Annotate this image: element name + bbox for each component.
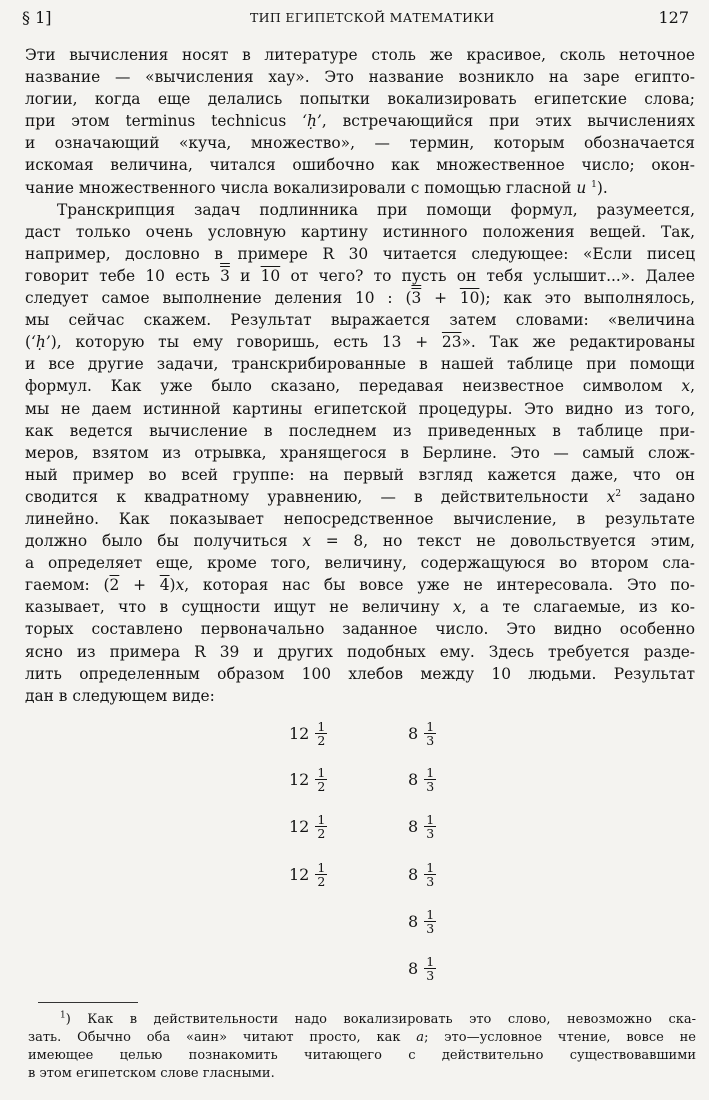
math-variable: x: [452, 598, 462, 617]
denominator: 3: [426, 826, 435, 841]
denominator: 2: [317, 826, 326, 841]
hieroglyph-transliteration: ‘ḥ’: [302, 112, 322, 131]
mixed-number: [408, 720, 436, 747]
fraction: [424, 813, 436, 840]
footnote: [28, 1011, 696, 1083]
mixed-number: [289, 766, 327, 793]
exponent: 2: [615, 488, 622, 499]
footnote-ref[interactable]: 1: [591, 179, 597, 190]
text-line: и означающий «куча, множество», — термин, которым обозначается: [25, 134, 695, 153]
text-fragment: формул. Как уже было сказано, передавая неизвестное символом: [25, 377, 682, 396]
hieroglyph-transliteration: ‘ḥ’: [31, 333, 51, 352]
text-line: Транскрипция задач подлинника при помощи формул, разумеется,: [57, 200, 695, 219]
text-line: как ведется вычисление в последнем из приведенных в таблице при-: [25, 421, 695, 440]
text-line: [25, 265, 695, 287]
text-line: [25, 596, 695, 618]
text-fragment: ).: [596, 178, 608, 197]
text-fragment: ,: [690, 377, 695, 396]
denominator: 2: [317, 733, 326, 748]
mixed-number: [408, 908, 436, 935]
text-line: меров, взятом из отрывка, хранящегося в Берлине. Это — самый слож-: [25, 443, 695, 462]
egyptian-fraction: 3: [411, 289, 422, 308]
text-line: и все другие задачи, транскрибированные в нашей таблице при помощи: [25, 355, 695, 374]
numerator: 1: [317, 765, 326, 780]
text-fragment: говорит тебе 10 есть: [25, 266, 221, 285]
whole-part: 12: [289, 865, 310, 884]
fraction: [424, 955, 436, 982]
text-line: [25, 530, 695, 552]
fraction: [315, 766, 327, 793]
mixed-number: [408, 861, 436, 888]
page-number: 127: [658, 8, 689, 27]
denominator: 2: [317, 874, 326, 889]
text-fragment: , встречающийся при этих вычислениях: [321, 112, 695, 131]
text-line: [25, 331, 695, 353]
text-line: линейно. Как показывает непосредственное вычисление, в результате: [25, 509, 695, 528]
text-fragment: и: [229, 266, 261, 285]
fraction: [424, 908, 436, 935]
mixed-number: [289, 813, 327, 840]
running-title: ТИП ЕГИПЕТСКОЙ МАТЕМАТИКИ: [250, 10, 495, 25]
footnote-line: имеющее целью познакомить читающего с действительно существовавшими: [28, 1048, 696, 1063]
text-fragment: +: [421, 289, 460, 308]
whole-part: 8: [408, 959, 419, 978]
fraction: [315, 861, 327, 888]
numerator: 1: [426, 719, 435, 734]
text-fragment: должно было бы получиться: [25, 532, 303, 551]
fraction: [424, 766, 436, 793]
math-variable: x: [606, 487, 616, 506]
text-fragment: ); как это выполнялось,: [479, 289, 696, 308]
text-fragment: задано: [621, 487, 696, 506]
whole-part: 12: [289, 817, 310, 836]
text-line: [25, 110, 695, 132]
text-line: Эти вычисления носят в литературе столь же красивое, сколь неточное: [25, 46, 695, 64]
numerator: 1: [317, 719, 326, 734]
numerator: 1: [317, 860, 326, 875]
footnote-line: [28, 1011, 696, 1029]
fraction: [315, 813, 327, 840]
math-variable: x: [681, 377, 691, 396]
denominator: 3: [426, 921, 435, 936]
text-line: [25, 177, 695, 199]
mixed-number: [289, 861, 327, 888]
fraction: [424, 861, 436, 888]
text-fragment: чание множественного числа вокализировали с помощью гласной: [25, 178, 577, 197]
text-fragment: следует самое выполнение деления 10 : (: [25, 289, 412, 308]
text-fragment: казывает, что в сущности ищут не величину: [25, 598, 453, 617]
result-table: [0, 720, 709, 1000]
mixed-number: [408, 813, 436, 840]
whole-part: 8: [408, 770, 419, 789]
text-line: логии, когда еще делались попытки вокализировать египетские слова;: [25, 90, 695, 109]
math-variable: u: [576, 178, 587, 197]
numerator: 1: [317, 812, 326, 827]
text-fragment: ): [65, 1012, 71, 1027]
text-fragment: = 8, но текст не довольствуется этим,: [311, 532, 696, 551]
numerator: 1: [426, 954, 435, 969]
numerator: 1: [426, 860, 435, 875]
text-line: название — «вычисления хау». Это название возникло на заре египто-: [25, 68, 695, 87]
whole-part: 8: [408, 724, 419, 743]
whole-part: 12: [289, 724, 310, 743]
text-fragment: , а те слагаемые, из ко-: [461, 598, 695, 617]
math-variable: a: [416, 1030, 425, 1045]
text-line: лить определенным образом 100 хлебов между 10 людьми. Результат: [25, 664, 695, 683]
whole-part: 12: [289, 770, 310, 789]
text-line: дан в следующем виде:: [25, 686, 215, 705]
mixed-number: [408, 955, 436, 982]
denominator: 3: [426, 779, 435, 794]
egyptian-fraction: 4: [159, 576, 170, 595]
footnote-marker: 1: [60, 1010, 66, 1021]
text-line: а определяет еще, кроме того, величину, содержащуюся во втором сла-: [25, 554, 695, 573]
whole-part: 8: [408, 817, 419, 836]
text-line: искомая величина, читался ошибочно как множественное число; окон-: [25, 156, 695, 175]
text-line: мы сейчас скажем. Результат выражается затем словами: «величина: [25, 311, 695, 330]
main-text: [25, 44, 695, 707]
numerator: 1: [426, 765, 435, 780]
egyptian-fraction: 10: [260, 266, 281, 285]
egyptian-fraction: 2: [109, 576, 120, 595]
text-line: [25, 486, 695, 508]
text-fragment: при этом terminus technicus: [25, 112, 303, 131]
denominator: 3: [426, 968, 435, 983]
text-fragment: (: [25, 333, 32, 352]
math-variable: x: [302, 532, 311, 551]
text-fragment: сводится к квадратному уравнению, — в действительности: [25, 487, 607, 506]
text-fragment: ), которую ты ему говоришь, есть 13 +: [50, 333, 442, 352]
text-line: [25, 287, 695, 309]
fraction: [315, 720, 327, 747]
section-marker: § 1]: [22, 8, 52, 27]
text-fragment: ; это—условное чтение, вовсе не: [424, 1030, 696, 1045]
text-fragment: гаемом: (: [25, 576, 110, 595]
whole-part: 8: [408, 865, 419, 884]
egyptian-fraction: 10: [459, 289, 480, 308]
numerator: 1: [426, 812, 435, 827]
text-fragment: зать. Обычно оба «аин» читают просто, как: [28, 1030, 417, 1045]
numerator: 1: [426, 907, 435, 922]
text-fragment: от чего? то пусть он тебя услышит...». Далее: [280, 266, 696, 285]
text-line: например, дословно в примере R 30 читается следующее: «Если писец: [25, 244, 695, 263]
text-fragment: , которая нас бы вовсе уже не интересовала. Это по-: [184, 576, 695, 595]
footnote-line: [28, 1029, 696, 1047]
text-line: [25, 375, 695, 397]
text-line: торых составлено первоначально заданное число. Это видно особенно: [25, 620, 695, 639]
text-line: даст только очень условную картину истинного положения вещей. Так,: [25, 222, 695, 241]
fraction: [424, 720, 436, 747]
denominator: 3: [426, 733, 435, 748]
math-variable: x: [175, 576, 185, 595]
mixed-number: [408, 766, 436, 793]
footnote-divider: [38, 1002, 138, 1003]
text-fragment: ». Так же редактированы: [461, 333, 695, 352]
text-fragment: +: [119, 576, 160, 595]
mixed-number: [289, 720, 327, 747]
text-fragment: ): [169, 576, 176, 595]
text-line: ный пример во всей группе: на первый взгляд кажется даже, что он: [25, 465, 695, 484]
egyptian-fraction: 3: [220, 266, 230, 285]
denominator: 3: [426, 874, 435, 889]
text-line: ясно из примера R 39 и других подобных ему. Здесь требуется разде-: [25, 642, 695, 661]
running-header: [22, 8, 689, 32]
footnote-line: в этом египетском слове гласными.: [28, 1066, 275, 1081]
text-line: [25, 574, 695, 596]
whole-part: 8: [408, 912, 419, 931]
text-fragment: Как в действительности надо вокализировать это слово, невозможно ска-: [70, 1012, 696, 1027]
egyptian-fraction: 23: [441, 333, 462, 352]
text-line: мы не даем истинной картины египетской процедуры. Это видно из того,: [25, 399, 695, 418]
denominator: 2: [317, 779, 326, 794]
